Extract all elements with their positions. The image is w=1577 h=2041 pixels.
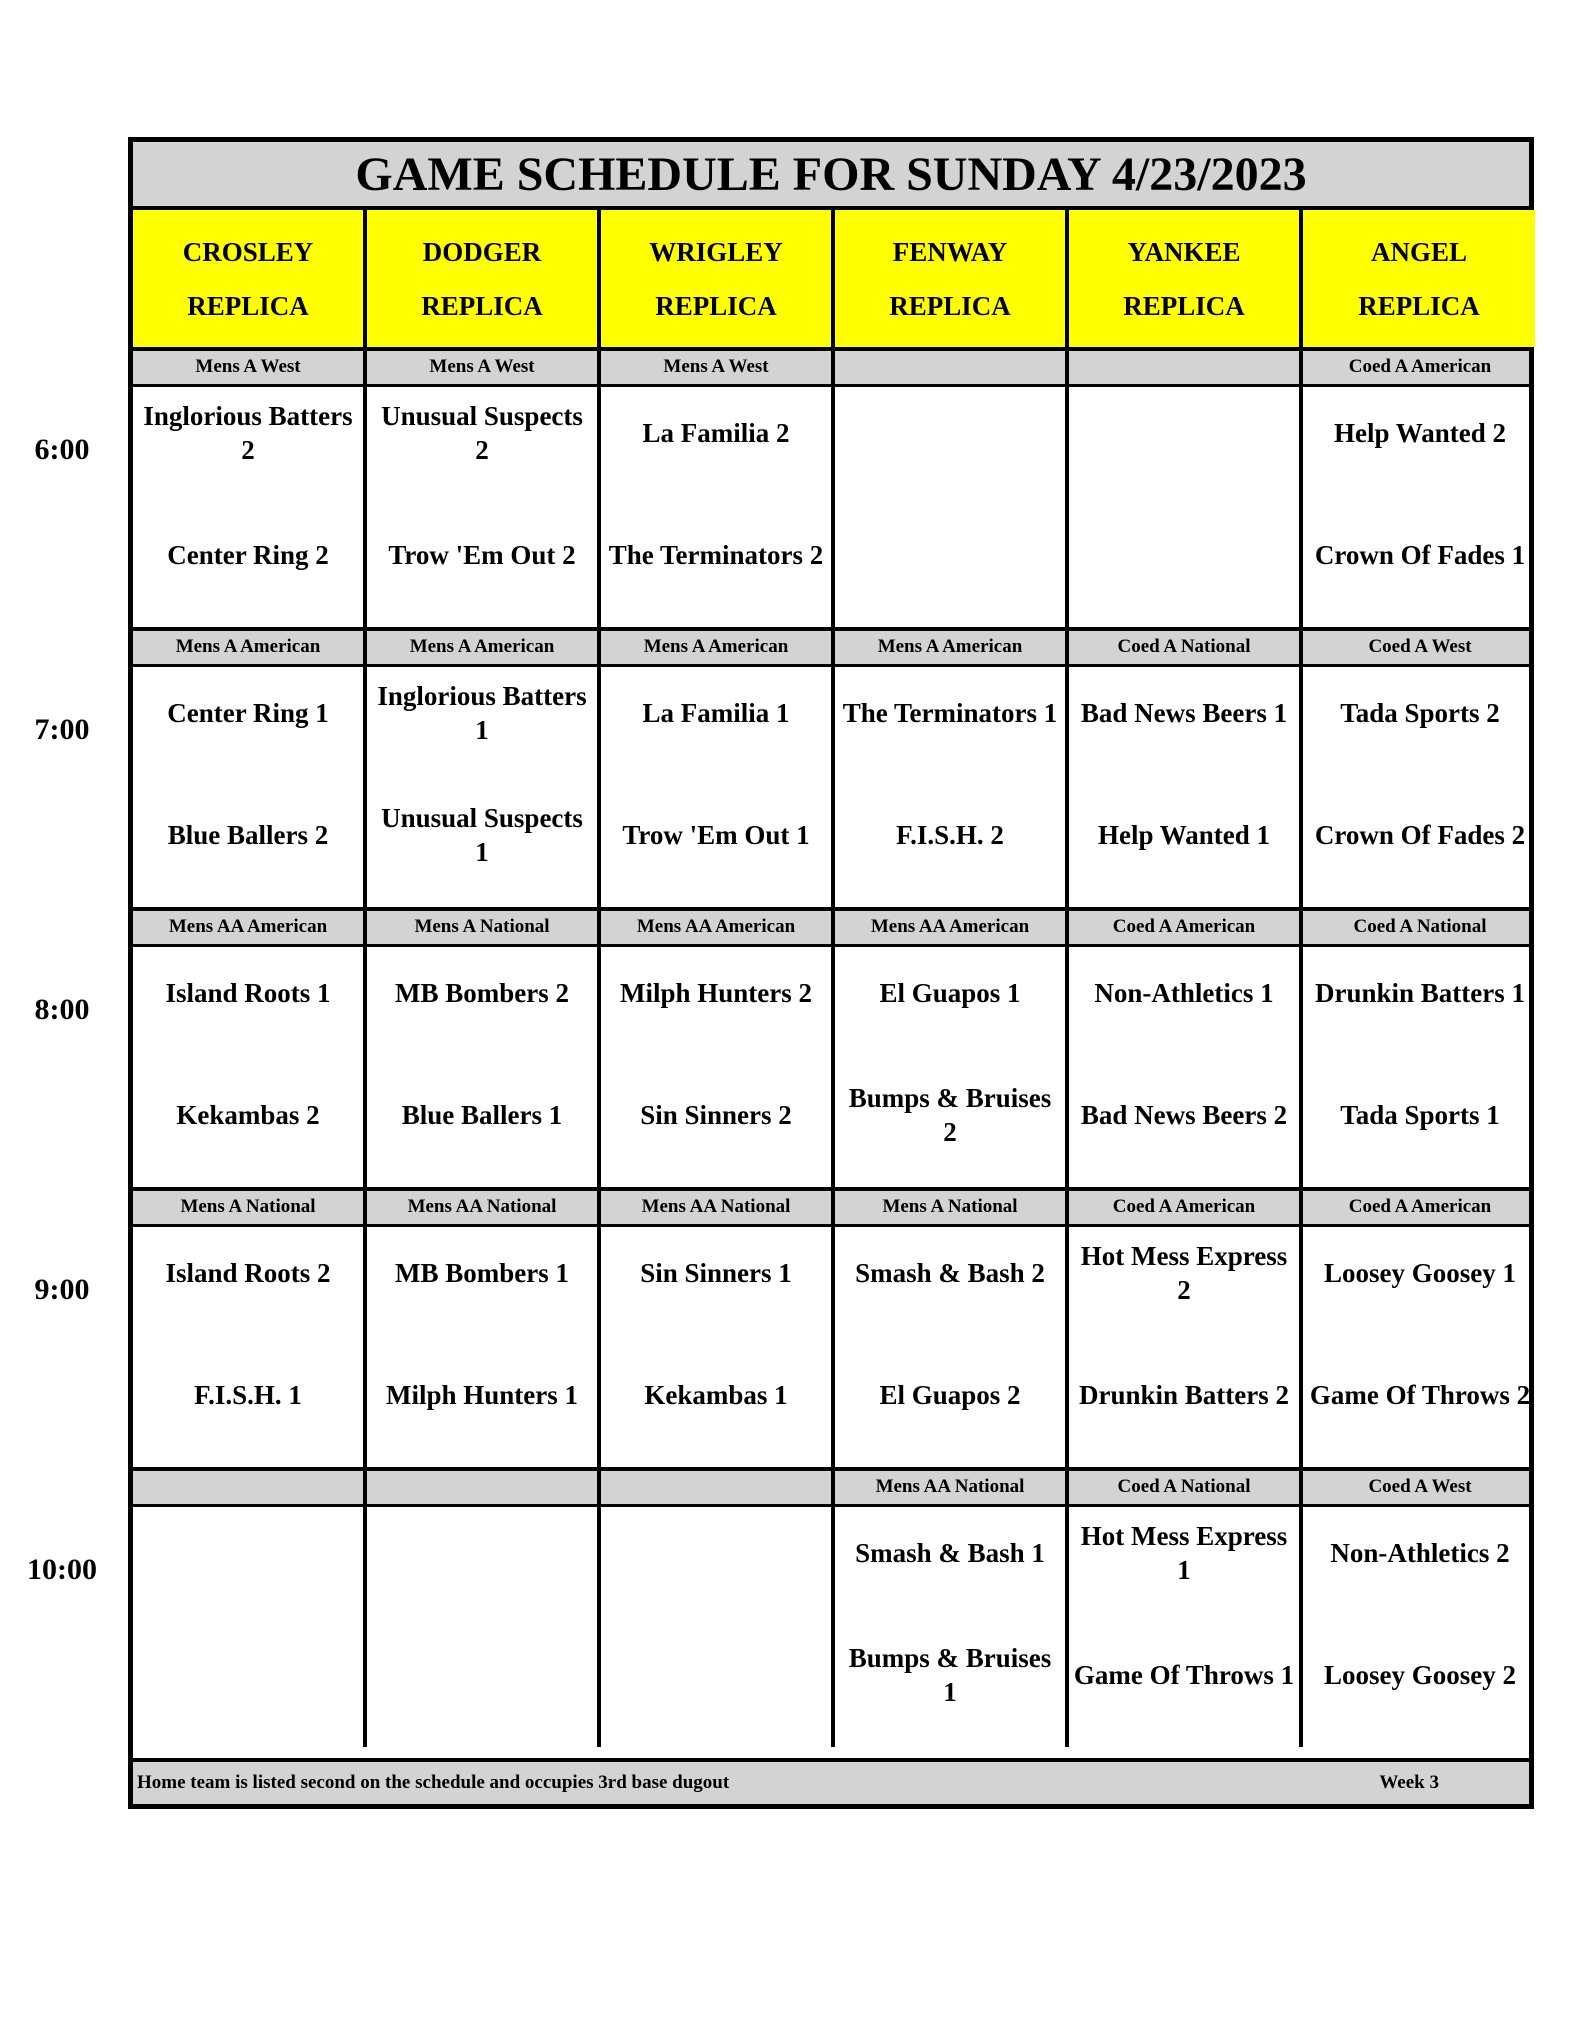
away-team — [839, 393, 1061, 473]
field-name: DODGER — [422, 236, 542, 267]
division-label — [1069, 351, 1303, 384]
division-label: Mens A National — [835, 1191, 1069, 1224]
field-type: REPLICA — [187, 290, 309, 321]
game-cell — [133, 947, 367, 1187]
division-label: Mens A West — [133, 351, 367, 384]
home-team: Bumps & Bruises 1 — [848, 1643, 1052, 1707]
game-cell — [835, 667, 1069, 907]
division-row — [133, 1471, 1529, 1507]
field-type: REPLICA — [421, 290, 543, 321]
away-team: La Familia 1 — [642, 698, 790, 728]
home-team — [1073, 515, 1295, 595]
home-team: Crown Of Fades 2 — [1314, 820, 1526, 850]
field-header — [367, 210, 601, 347]
division-label: Mens AA National — [601, 1191, 835, 1224]
away-team: Non-Athletics 1 — [1094, 978, 1274, 1008]
home-team: Tada Sports 1 — [1340, 1100, 1500, 1130]
field-header-row — [133, 210, 1529, 351]
home-team: Blue Ballers 2 — [167, 820, 329, 850]
game-cell — [601, 1507, 835, 1747]
division-label: Coed A West — [1368, 636, 1472, 657]
away-team — [137, 1513, 359, 1593]
division-label: Mens A West — [601, 351, 835, 384]
away-team: El Guapos 1 — [879, 978, 1021, 1008]
game-cell — [835, 1507, 1069, 1747]
home-team: F.I.S.H. 1 — [194, 1380, 302, 1410]
game-row — [133, 1507, 1529, 1751]
away-team: Center Ring 1 — [167, 698, 329, 728]
division-row — [133, 631, 1529, 667]
division-label: Mens AA National — [835, 1471, 1069, 1504]
away-team: Hot Mess Express 2 — [1080, 1241, 1288, 1305]
field-type: REPLICA — [889, 290, 1011, 321]
home-team: Bumps & Bruises 2 — [848, 1083, 1052, 1147]
away-team: Inglorious Batters 2 — [143, 401, 353, 465]
division-label — [133, 1471, 367, 1504]
game-row — [133, 947, 1529, 1191]
away-team: Loosey Goosey 1 — [1324, 1258, 1516, 1288]
game-cell — [367, 387, 601, 627]
game-cell — [133, 667, 367, 907]
field-header — [133, 210, 367, 347]
game-cell — [1069, 947, 1303, 1187]
division-label: Mens AA American — [835, 911, 1069, 944]
field-name: WRIGLEY — [649, 236, 783, 267]
division-row — [133, 911, 1529, 947]
home-team: Drunkin Batters 2 — [1078, 1380, 1289, 1410]
game-cell — [601, 387, 835, 627]
home-team: Help Wanted 1 — [1097, 820, 1271, 850]
home-team: Trow 'Em Out 2 — [388, 540, 576, 570]
game-cell — [1069, 667, 1303, 907]
away-team: Tada Sports 2 — [1340, 698, 1500, 728]
division-label: Coed A National — [1069, 631, 1303, 664]
game-cell — [1303, 1227, 1537, 1467]
away-team — [605, 1513, 827, 1593]
away-team: Smash & Bash 2 — [855, 1258, 1045, 1288]
away-team: La Familia 2 — [642, 418, 790, 448]
game-cell — [1069, 387, 1303, 627]
footer-note: Home team is listed second on the schedule and occupies 3rd base dugout — [137, 1772, 730, 1793]
division-label: Mens A American — [835, 631, 1069, 664]
home-team — [137, 1635, 359, 1715]
field-name: ANGEL — [1370, 236, 1468, 267]
division-label: Coed A American — [1069, 911, 1303, 944]
time-label: 8:00 — [34, 993, 90, 1026]
division-label: Coed A American — [1348, 1196, 1492, 1217]
division-label — [367, 1471, 601, 1504]
schedule-footer — [133, 1758, 1529, 1804]
away-team — [371, 1513, 593, 1593]
away-team: Island Roots 2 — [165, 1258, 331, 1288]
home-team — [839, 515, 1061, 595]
field-header — [601, 210, 835, 347]
field-header — [1303, 210, 1535, 347]
home-team: Sin Sinners 2 — [640, 1100, 792, 1130]
division-label: Mens A National — [367, 911, 601, 944]
home-team: Game Of Throws 1 — [1073, 1660, 1295, 1690]
division-label — [601, 1471, 835, 1504]
division-label: Coed A West — [1368, 1476, 1472, 1497]
field-name: YANKEE — [1127, 236, 1241, 267]
home-team: The Terminators 2 — [608, 540, 824, 570]
away-team: Hot Mess Express 1 — [1080, 1521, 1288, 1585]
game-cell — [1303, 1507, 1537, 1747]
division-label: Mens A West — [367, 351, 601, 384]
division-label: Coed A American — [1348, 356, 1492, 377]
game-cell — [1303, 667, 1537, 907]
division-label: Mens A American — [601, 631, 835, 664]
division-label: Mens A American — [133, 631, 367, 664]
game-row — [133, 387, 1529, 631]
home-team: Kekambas 1 — [644, 1380, 788, 1410]
game-cell — [835, 1227, 1069, 1467]
game-cell — [133, 387, 367, 627]
game-cell — [133, 1227, 367, 1467]
away-team: Drunkin Batters 1 — [1314, 978, 1525, 1008]
away-team: MB Bombers 2 — [395, 978, 569, 1008]
time-label: 6:00 — [34, 433, 90, 466]
division-label: Mens AA National — [367, 1191, 601, 1224]
game-row — [133, 1227, 1529, 1471]
field-type: REPLICA — [1123, 290, 1245, 321]
game-cell — [601, 667, 835, 907]
home-team: El Guapos 2 — [879, 1380, 1021, 1410]
field-header — [835, 210, 1069, 347]
home-team: Blue Ballers 1 — [401, 1100, 563, 1130]
division-label: Coed A National — [1069, 1471, 1303, 1504]
home-team: F.I.S.H. 2 — [896, 820, 1004, 850]
game-cell — [601, 947, 835, 1187]
time-label: 9:00 — [34, 1273, 90, 1306]
page-title: GAME SCHEDULE FOR SUNDAY 4/23/2023 — [133, 142, 1529, 210]
field-name: FENWAY — [892, 236, 1008, 267]
game-cell — [835, 947, 1069, 1187]
time-label: 7:00 — [34, 713, 90, 746]
division-label: Mens A National — [133, 1191, 367, 1224]
home-team: Center Ring 2 — [167, 540, 329, 570]
game-cell — [367, 667, 601, 907]
away-team: Milph Hunters 2 — [619, 978, 813, 1008]
away-team: Unusual Suspects 2 — [381, 401, 583, 465]
game-cell — [835, 387, 1069, 627]
home-team: Kekambas 2 — [176, 1100, 320, 1130]
away-team: Non-Athletics 2 — [1330, 1538, 1510, 1568]
away-team: The Terminators 1 — [842, 698, 1058, 728]
division-row — [133, 1191, 1529, 1227]
away-team: Island Roots 1 — [165, 978, 331, 1008]
game-cell — [1303, 947, 1537, 1187]
field-type: REPLICA — [1358, 290, 1480, 321]
division-label: Mens AA American — [601, 911, 835, 944]
home-team: Unusual Suspects 1 — [381, 803, 583, 867]
game-cell — [367, 947, 601, 1187]
home-team: Crown Of Fades 1 — [1314, 540, 1526, 570]
game-cell — [601, 1227, 835, 1467]
game-cell — [367, 1227, 601, 1467]
division-label: Coed A American — [1069, 1191, 1303, 1224]
division-label — [835, 351, 1069, 384]
away-team: MB Bombers 1 — [395, 1258, 569, 1288]
time-column — [0, 0, 128, 2041]
game-cell — [1069, 1507, 1303, 1747]
away-team: Help Wanted 2 — [1333, 418, 1507, 448]
home-team — [605, 1635, 827, 1715]
home-team: Milph Hunters 1 — [385, 1380, 579, 1410]
home-team: Game Of Throws 2 — [1309, 1380, 1531, 1410]
away-team — [1073, 393, 1295, 473]
away-team: Sin Sinners 1 — [640, 1258, 792, 1288]
home-team — [371, 1635, 593, 1715]
home-team: Loosey Goosey 2 — [1324, 1660, 1516, 1690]
home-team: Bad News Beers 2 — [1080, 1100, 1288, 1130]
field-header — [1069, 210, 1303, 347]
game-cell — [367, 1507, 601, 1747]
game-row — [133, 667, 1529, 911]
time-label: 10:00 — [27, 1553, 97, 1586]
home-team: Trow 'Em Out 1 — [622, 820, 810, 850]
field-type: REPLICA — [655, 290, 777, 321]
game-cell — [1069, 1227, 1303, 1467]
game-cell — [133, 1507, 367, 1747]
division-label: Mens AA American — [133, 911, 367, 944]
game-cell — [1303, 387, 1537, 627]
division-label: Coed A National — [1353, 916, 1487, 937]
schedule-table — [128, 137, 1534, 1809]
week-label: Week 3 — [1379, 1772, 1439, 1793]
division-label: Mens A American — [367, 631, 601, 664]
away-team: Inglorious Batters 1 — [377, 681, 587, 745]
division-row — [133, 351, 1529, 387]
away-team: Smash & Bash 1 — [855, 1538, 1045, 1568]
field-name: CROSLEY — [182, 236, 314, 267]
away-team: Bad News Beers 1 — [1080, 698, 1288, 728]
